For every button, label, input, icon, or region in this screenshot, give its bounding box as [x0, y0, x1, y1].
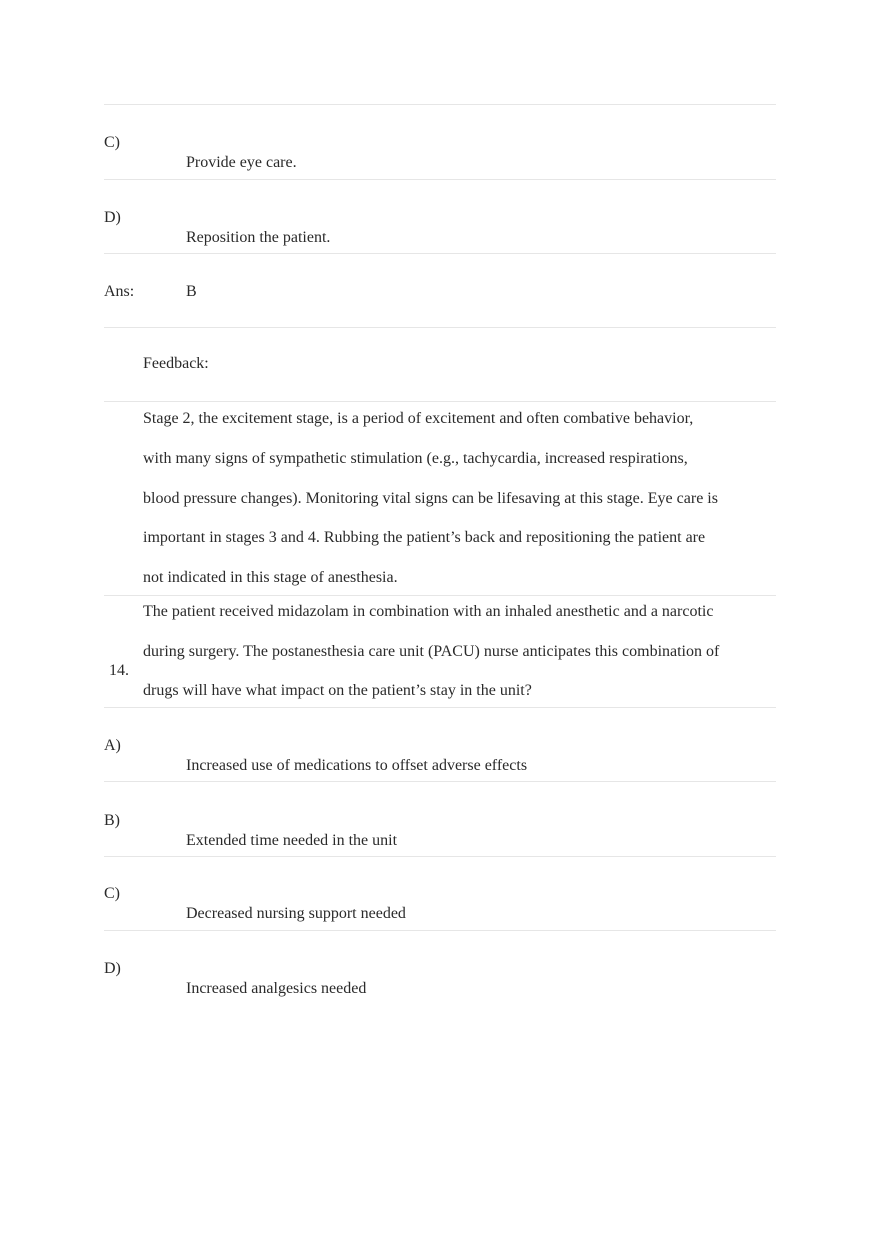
divider: [104, 179, 776, 180]
question-number: 14.: [109, 662, 129, 679]
option-text: Increased use of medications to offset adverse effects: [186, 757, 528, 774]
option-text: Provide eye care.: [186, 154, 297, 171]
divider: [104, 781, 776, 782]
option-letter: A): [104, 737, 121, 754]
option-letter: B): [104, 812, 120, 829]
option-letter: D): [104, 209, 121, 226]
divider: [104, 930, 776, 931]
option-letter: C): [104, 885, 120, 902]
feedback-line: not indicated in this stage of anesthesia.: [143, 569, 398, 586]
divider: [104, 707, 776, 708]
answer-label: Ans:: [104, 283, 135, 300]
question-stem-line: drugs will have what impact on the patient’s stay in the unit?: [143, 682, 532, 699]
divider: [104, 595, 776, 596]
option-text: Reposition the patient.: [186, 229, 331, 246]
divider: [104, 856, 776, 857]
option-text: Extended time needed in the unit: [186, 832, 398, 849]
option-text: Decreased nursing support needed: [186, 905, 406, 922]
question-stem-line: The patient received midazolam in combination with an inhaled anesthetic and a narcotic: [143, 603, 714, 620]
option-letter: C): [104, 134, 120, 151]
divider: [104, 104, 776, 105]
question-stem-line: during surgery. The postanesthesia care unit (PACU) nurse anticipates this combination of: [143, 643, 720, 660]
feedback-line: important in stages 3 and 4. Rubbing the patient’s back and repositioning the patient are: [143, 529, 706, 546]
option-letter: D): [104, 960, 121, 977]
feedback-line: blood pressure changes). Monitoring vital signs can be lifesaving at this stage. Eye care is: [143, 490, 718, 507]
option-text: Increased analgesics needed: [186, 980, 367, 997]
feedback-line: Stage 2, the excitement stage, is a period of excitement and often combative behavior,: [143, 410, 694, 427]
divider: [104, 401, 776, 402]
divider: [104, 253, 776, 254]
answer-value: B: [186, 283, 197, 300]
feedback-line: with many signs of sympathetic stimulation (e.g., tachycardia, increased respirations,: [143, 450, 688, 467]
divider: [104, 327, 776, 328]
feedback-label: Feedback:: [143, 355, 209, 372]
